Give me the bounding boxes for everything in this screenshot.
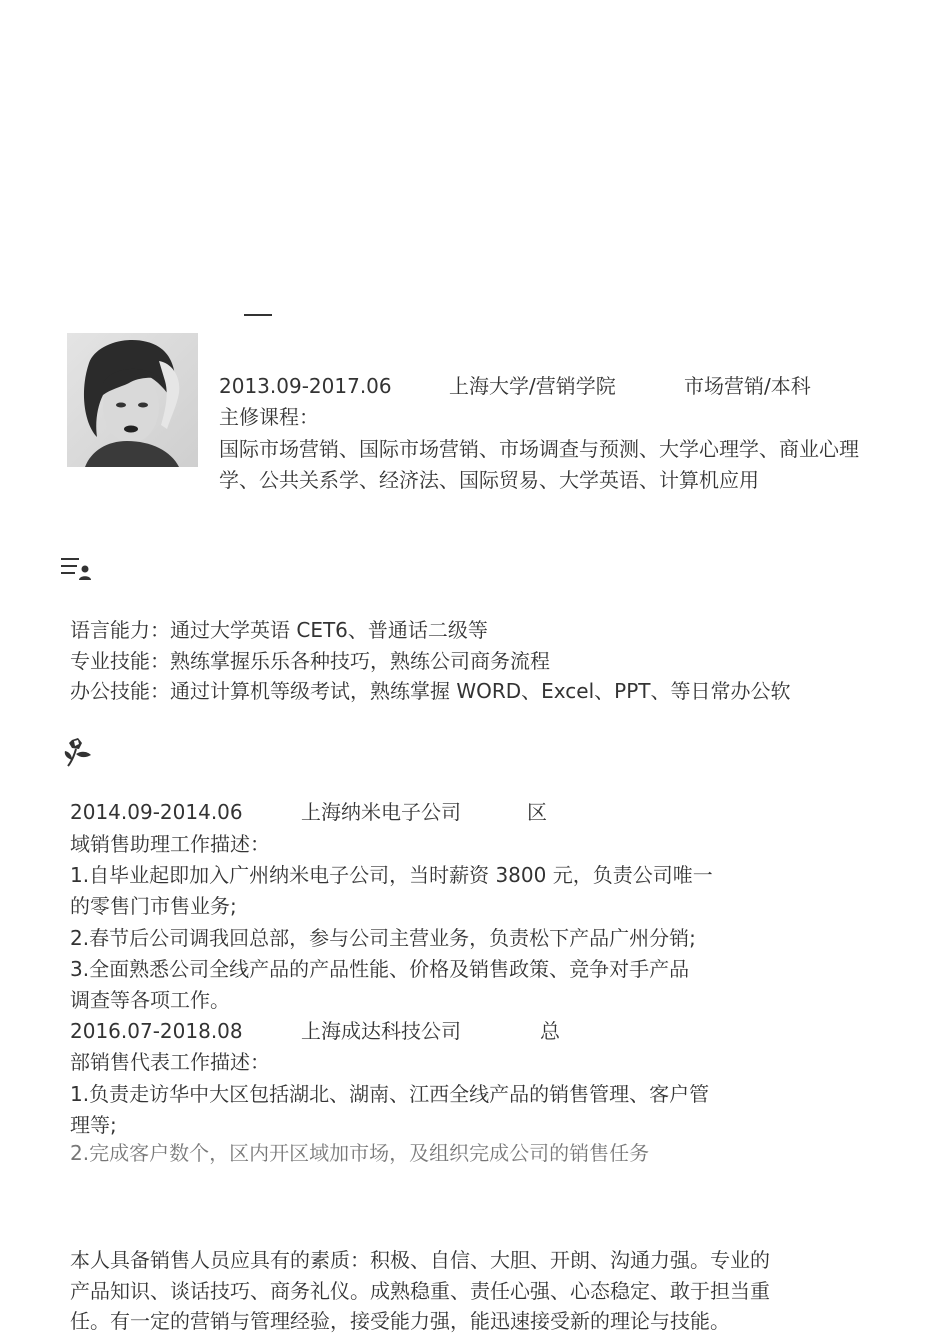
education-major: 市场营销/本科 [684, 374, 811, 398]
courses-line-1: 国际市场营销、国际市场营销、市场调查与预测、大学心理学、商业心理 [219, 437, 859, 461]
self-eval-line-3: 任。有一定的营销与管理经验，接受能力强，能迅速接受新的理论与技能。 [70, 1309, 730, 1333]
job2-line-3: 理等; [70, 1113, 117, 1137]
job2-position-start: 总 [540, 1019, 560, 1043]
job1-period: 2014.09-2014.06 [70, 800, 243, 824]
job1-line-3: 的零售门市售业务; [70, 894, 237, 918]
job2-company: 上海成达科技公司 [301, 1019, 461, 1043]
courses-label: 主修课程： [219, 405, 319, 429]
skill-language: 语言能力：通过大学英语 CET6、普通话二级等 [70, 618, 488, 642]
job2-line-2: 1.负责走访华中大区包括湖北、湖南、江西全线产品的销售管理、客户管 [70, 1082, 710, 1106]
job1-line-4: 2.春节后公司调我回总部，参与公司主营业务，负责松下产品广州分销; [70, 926, 696, 950]
job2-line-4-cut: 2.完成客户数个，区内开区域加市场，及组织完成公司的销售任务 [70, 1141, 650, 1165]
job1-company: 上海纳米电子公司 [301, 800, 461, 824]
self-eval-line-1: 本人具备销售人员应具有的素质：积极、自信、大胆、开朗、沟通力强。专业的 [70, 1248, 770, 1272]
education-school: 上海大学/营销学院 [449, 374, 616, 398]
job2-period: 2016.07-2018.08 [70, 1019, 243, 1043]
job1-line-1: 域销售助理工作描述： [70, 832, 270, 856]
skill-professional: 专业技能：熟练掌握乐乐各种技巧，熟练公司商务流程 [70, 649, 550, 673]
job1-line-5: 3.全面熟悉公司全线产品的产品性能、价格及销售政策、竞争对手产品 [70, 957, 690, 981]
education-period: 2013.09-2017.06 [219, 374, 392, 398]
job1-position-start: 区 [527, 800, 547, 824]
skill-office: 办公技能：通过计算机等级考试，熟练掌握 WORD、Excel、PPT、等日常办公软 [70, 679, 791, 703]
job1-line-2: 1.自毕业起即加入广州纳米电子公司，当时薪资 3800 元，负责公司唯一 [70, 863, 713, 887]
job2-line-1: 部销售代表工作描述： [70, 1050, 270, 1074]
courses-line-2: 学、公共关系学、经济法、国际贸易、大学英语、计算机应用 [219, 468, 759, 492]
job1-line-6: 调查等各项工作。 [70, 988, 230, 1012]
self-eval-line-2: 产品知识、谈话技巧、商务礼仪。成熟稳重、责任心强、心态稳定、敢于担当重 [70, 1279, 770, 1303]
